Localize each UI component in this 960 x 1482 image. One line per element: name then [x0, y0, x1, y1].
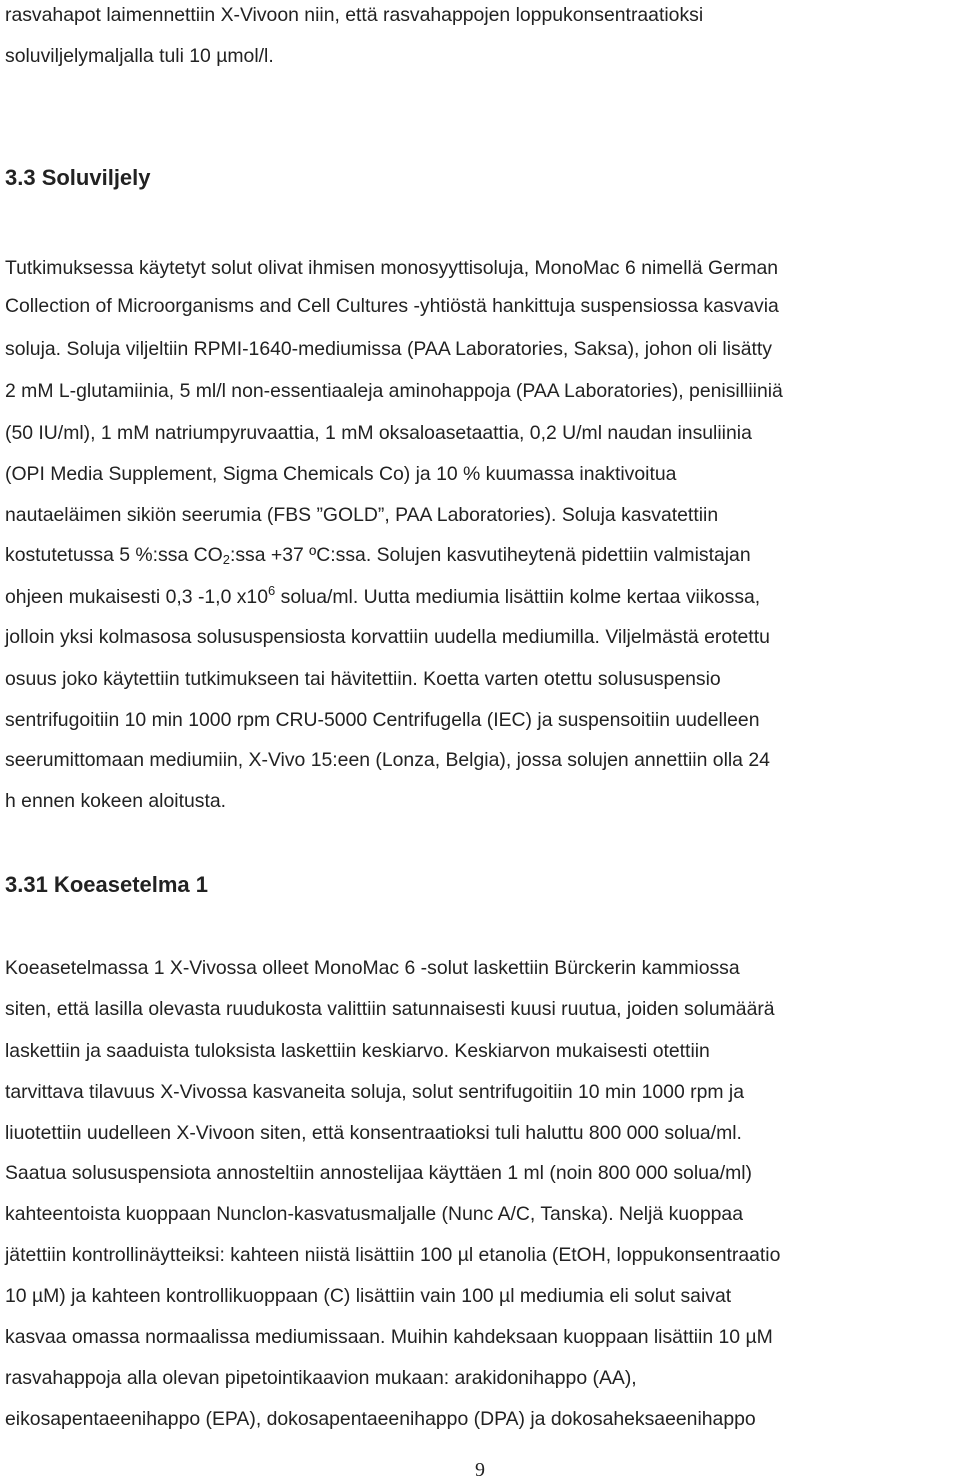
- paragraph-line: Koeasetelmassa 1 X-Vivossa olleet MonoMac 6 -solut laskettiin Bürckerin kammiossa: [5, 957, 740, 979]
- paragraph-line: Saatua solususpensiota annosteltiin annostelijaa käyttäen 1 ml (noin 800 000 solua/ml): [5, 1162, 753, 1184]
- paragraph-line: 10 µM) ja kahteen kontrollikuoppaan (C) lisättiin vain 100 µl mediumia eli solut saivat: [5, 1285, 732, 1307]
- section-heading-3-3: 3.3 Soluviljely: [5, 165, 151, 190]
- paragraph-line: h ennen kokeen aloitusta.: [5, 790, 227, 812]
- text-fragment: ohjeen mukaisesti 0,3 -1,0 x10: [5, 586, 269, 608]
- paragraph-line: seerumittomaan mediumiin, X-Vivo 15:een (Lonza, Belgia), jossa solujen annettiin olla 24: [5, 749, 770, 771]
- text-fragment: solua/ml. Uutta mediumia lisättiin kolme kertaa viikossa,: [275, 586, 761, 608]
- paragraph-line: kasvaa omassa normaalissa mediumissaan. Muihin kahdeksaan kuoppaan lisättiin 10 µM: [5, 1326, 773, 1348]
- paragraph-line: 2 mM L-glutamiinia, 5 ml/l non-essentiaaleja aminohappoja (PAA Laboratories), penisilliiniä: [5, 380, 783, 402]
- paragraph-line: rasvahappoja alla olevan pipetointikaavion mukaan: arakidonihappo (AA),: [5, 1367, 637, 1389]
- paragraph-line: jätettiin kontrollinäytteiksi: kahteen niistä lisättiin 100 µl etanolia (EtOH, loppukonsentraatio: [5, 1244, 781, 1266]
- page-number: 9: [475, 1459, 485, 1481]
- subscript: 2: [222, 552, 230, 567]
- paragraph-line: (OPI Media Supplement, Sigma Chemicals Co) ja 10 % kuumassa inaktivoitua: [5, 463, 677, 485]
- paragraph-line: Collection of Microorganisms and Cell Cultures -yhtiöstä hankittuja suspensiossa kasvavia: [5, 295, 779, 317]
- paragraph-line: siten, että lasilla olevasta ruudukosta valittiin satunnaisesti kuusi ruutua, joiden solumäärä: [5, 998, 775, 1020]
- paragraph-line: sentrifugoitiin 10 min 1000 rpm CRU-5000 Centrifugella (IEC) ja suspensoitiin uudelleen: [5, 709, 760, 731]
- paragraph-line: laskettiin ja saaduista tuloksista laskettiin keskiarvo. Keskiarvon mukaisesti otettiin: [5, 1040, 710, 1062]
- paragraph-line: (50 IU/ml), 1 mM natriumpyruvaattia, 1 mM oksaloasetaattia, 0,2 U/ml naudan insuliinia: [5, 422, 752, 444]
- paragraph-line: Tutkimuksessa käytetyt solut olivat ihmisen monosyyttisoluja, MonoMac 6 nimellä German: [5, 257, 779, 279]
- paragraph-line-co2: [5, 546, 751, 565]
- paragraph-line: nautaeläimen sikiön seerumia (FBS ”GOLD”, PAA Laboratories). Soluja kasvatettiin: [5, 504, 719, 526]
- paragraph-line: eikosapentaeenihappo (EPA), dokosapentaeenihappo (DPA) ja dokosaheksaeenihappo: [5, 1408, 756, 1430]
- paragraph-line: liuotettiin uudelleen X-Vivoon siten, että konsentraatioksi tuli haluttu 800 000 solua/ml.: [5, 1122, 742, 1144]
- paragraph-line: kahteentoista kuoppaan Nunclon-kasvatusmaljalle (Nunc A/C, Tanska). Neljä kuoppaa: [5, 1203, 743, 1225]
- intro-line-2: soluviljelymaljalla tuli 10 µmol/l.: [5, 45, 274, 67]
- text-fragment: :ssa +37 ºC:ssa. Solujen kasvutiheytenä pidettiin valmistajan: [229, 544, 751, 566]
- section-heading-3-31: 3.31 Koeasetelma 1: [5, 872, 209, 897]
- text-fragment: kostutetussa 5 %:ssa CO: [5, 544, 223, 566]
- paragraph-line: tarvittava tilavuus X-Vivossa kasvaneita soluja, solut sentrifugoitiin 10 min 1000 rpm ja: [5, 1081, 745, 1103]
- paragraph-line: jolloin yksi kolmasosa solususpensiosta korvattiin uudella mediumilla. Viljelmästä erotettu: [5, 626, 770, 648]
- superscript: 6: [268, 583, 276, 598]
- paragraph-line-density: [5, 583, 761, 608]
- paragraph-line: osuus joko käytettiin tutkimukseen tai hävitettiin. Koetta varten otettu solususpensio: [5, 668, 721, 690]
- intro-line-1: rasvahapot laimennettiin X-Vivoon niin, että rasvahappojen loppukonsentraatioksi: [5, 4, 704, 26]
- paragraph-line: soluja. Soluja viljeltiin RPMI-1640-mediumissa (PAA Laboratories, Saksa), johon oli lisätty: [5, 338, 772, 360]
